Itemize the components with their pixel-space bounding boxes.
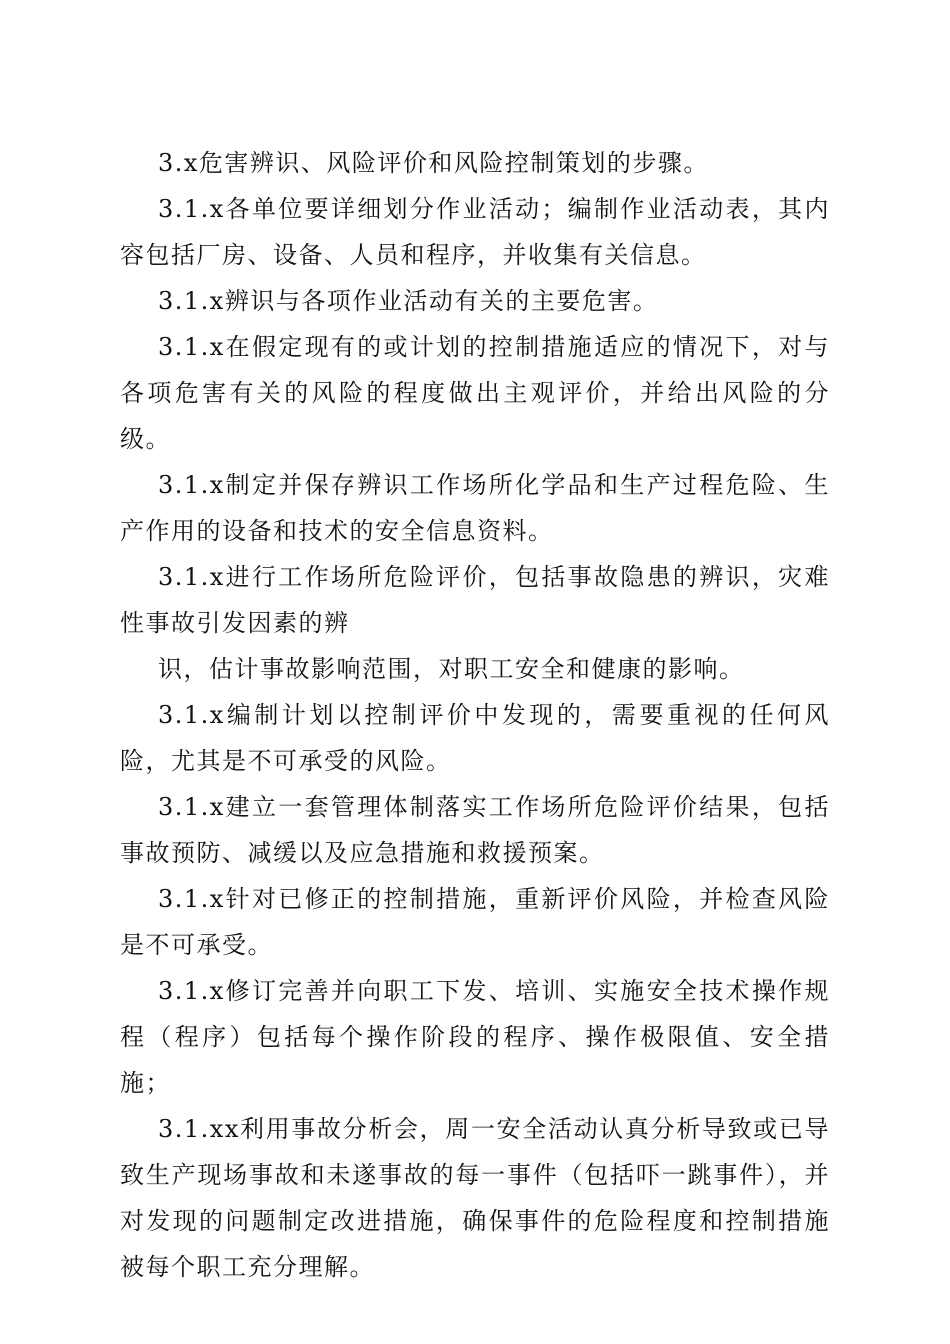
paragraph-3-1-re-evaluate: 3.1.x针对已修正的控制措施，重新评价风险，并检查风险是不可承受。 bbox=[120, 885, 830, 959]
paragraph-3-1-risk-evaluation: 3.1.x在假定现有的或计划的控制措施适应的情况下，对与各项危害有关的风险的程度做出主观评价，并给出风险的分级。 bbox=[120, 333, 830, 453]
paragraph-3-1-operating-procedures: 3.1.x修订完善并向职工下发、培训、实施安全技术操作规程（程序）包括每个操作阶段的程序、操作极限值、安全措施； bbox=[120, 977, 830, 1097]
document-body bbox=[120, 140, 830, 1290]
paragraph-3-x-steps: 3.x危害辨识、风险评价和风险控制策划的步骤。 bbox=[158, 149, 709, 177]
paragraph-3-1-management-system: 3.1.x建立一套管理体制落实工作场所危险评价结果，包括事故预防、减缓以及应急措施和救援预案。 bbox=[120, 793, 830, 867]
paragraph-3-1-activity-table: 3.1.x各单位要详细划分作业活动；编制作业活动表，其内容包括厂房、设备、人员和程序，并收集有关信息。 bbox=[120, 195, 830, 269]
paragraph-continuation: 识，估计事故影响范围，对职工安全和健康的影响。 bbox=[158, 655, 745, 683]
paragraph-3-1-accident-analysis: 3.1.xx利用事故分析会，周一安全活动认真分析导致或已导致生产现场事故和未遂事故的每一事件（包括吓一跳事件），并对发现的问题制定改进措施，确保事件的危险程度和控制措施被每个职工充分理解。 bbox=[120, 1115, 830, 1281]
paragraph-3-1-safety-info: 3.1.x制定并保存辨识工作场所化学品和生产过程危险、生产作用的设备和技术的安全信息资料。 bbox=[120, 471, 830, 545]
paragraph-3-1-control-plan: 3.1.x编制计划以控制评价中发现的，需要重视的任何风险，尤其是不可承受的风险。 bbox=[120, 701, 830, 775]
paragraph-3-1-workplace-assessment: 3.1.x进行工作场所危险评价，包括事故隐患的辨识，灾难性事故引发因素的辨 bbox=[120, 563, 830, 637]
paragraph-3-1-identify-hazards: 3.1.x辨识与各项作业活动有关的主要危害。 bbox=[158, 287, 659, 315]
